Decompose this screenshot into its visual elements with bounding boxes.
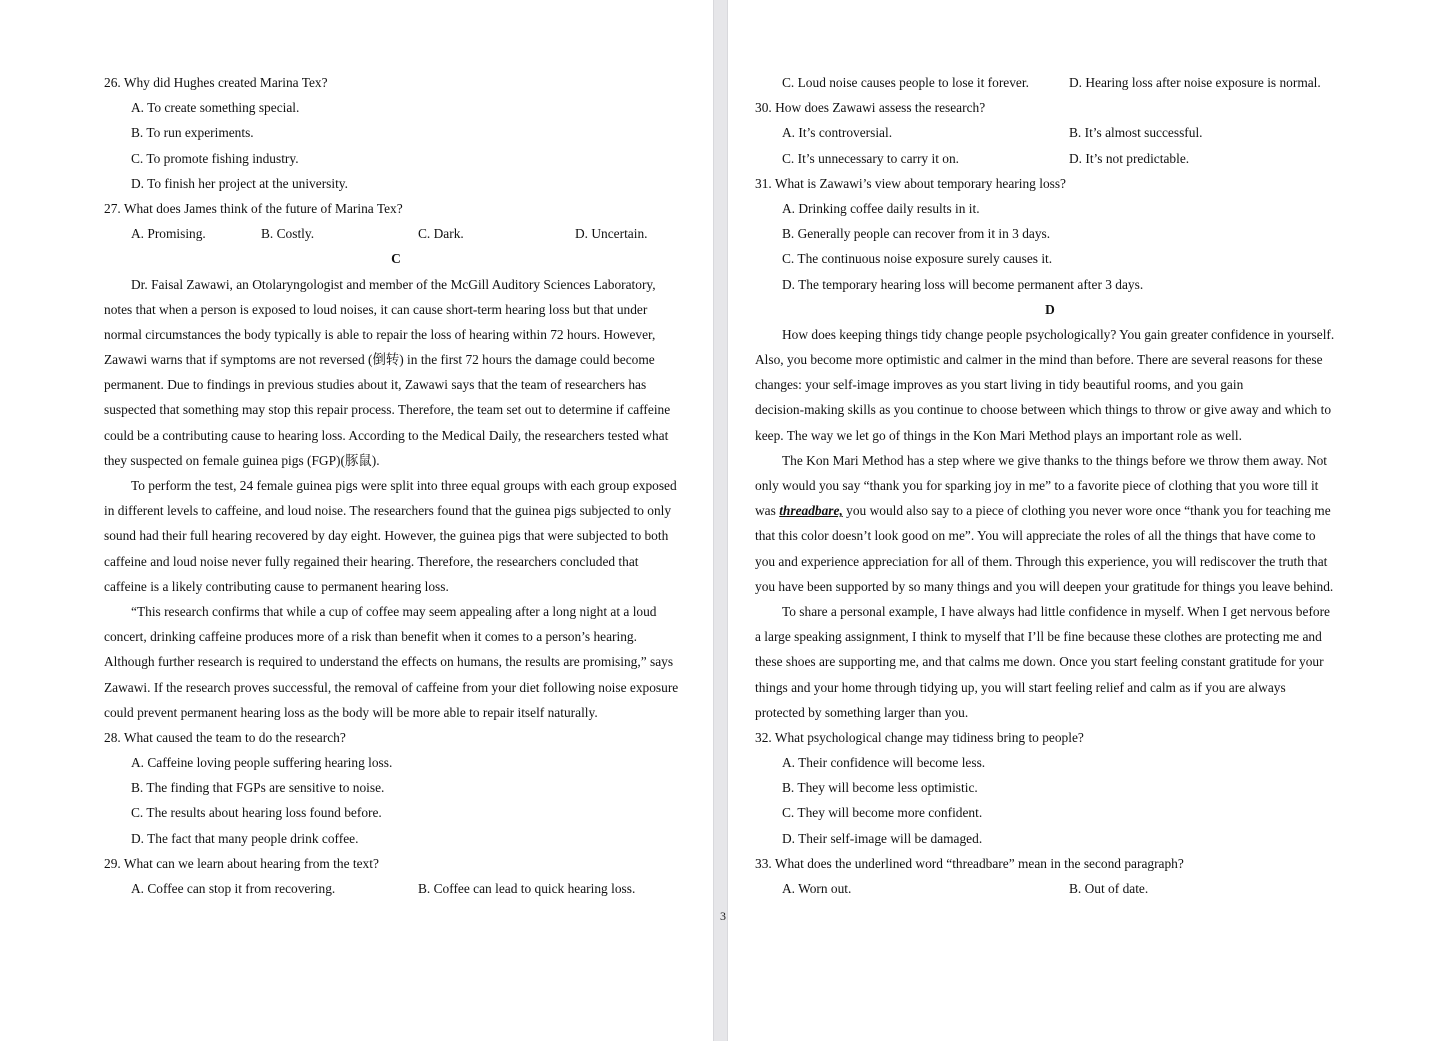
passage-d-line: Also, you become more optimistic and calmer in the mind than before. There are several reasons for these bbox=[755, 352, 1323, 368]
passage-c-line: normal circumstances the body typically is able to repair the loss of hearing within 72 hours. However, bbox=[104, 326, 656, 342]
passage-c-line: concert, drinking caffeine produces more of a risk than benefit when it comes to a person’s hearing. bbox=[104, 629, 637, 645]
option-26-b: B. To run experiments. bbox=[131, 125, 254, 141]
passage-d-line: changes: your self-image improves as you start living in tidy beautiful rooms, and you gain bbox=[755, 377, 1244, 393]
option-33-a: A. Worn out. bbox=[782, 881, 852, 896]
passage-d-line: only would you say “thank you for sparking joy in me” to a favorite piece of clothing that you wore till it bbox=[755, 478, 1319, 493]
option-30-a: A. It’s controversial. bbox=[782, 125, 893, 141]
option-31-d: D. The temporary hearing loss will become permanent after 3 days. bbox=[782, 276, 1144, 292]
passage-c-line: could prevent permanent hearing loss as the body will be more able to repair itself naturally. bbox=[104, 704, 598, 720]
passage-c-line: Dr. Faisal Zawawi, an Otolaryngologist and member of the McGill Auditory Sciences Laboratory, bbox=[131, 276, 656, 292]
section-heading-c: C bbox=[391, 251, 401, 267]
passage-d-line: The Kon Mari Method has a step where we give thanks to the things before we throw them away. Not bbox=[782, 452, 1328, 468]
left-page bbox=[104, 70, 688, 901]
question-28: 28. What caused the team to do the research? bbox=[104, 729, 346, 745]
option-30-b: B. It’s almost successful. bbox=[1069, 125, 1203, 141]
passage-c-line: permanent. Due to findings in previous studies about it, Zawawi says that the team of researchers has bbox=[104, 377, 647, 393]
option-27-b: B. Costly. bbox=[261, 226, 315, 242]
options-30-ab bbox=[755, 120, 1345, 145]
option-32-a: A. Their confidence will become less. bbox=[782, 755, 986, 771]
passage-c-line: notes that when a person is exposed to loud noises, it can cause short-term hearing loss but that under bbox=[104, 301, 648, 317]
passage-d-line: To share a personal example, I have always had little confidence in myself. When I get nervous before bbox=[782, 603, 1330, 619]
passage-d-line bbox=[755, 498, 1345, 523]
option-30-d: D. It’s not predictable. bbox=[1069, 150, 1190, 166]
option-28-d: D. The fact that many people drink coffee. bbox=[131, 830, 359, 846]
passage-d-line: you have been supported by so many things and you will deepen your gratitude for things you leave behind. bbox=[755, 578, 1334, 594]
option-31-b: B. Generally people can recover from it in 3 days. bbox=[782, 226, 1051, 242]
question-32: 32. What psychological change may tidiness bring to people? bbox=[755, 729, 1084, 745]
question-27: 27. What does James think of the future of Marina Tex? bbox=[104, 200, 403, 216]
option-33-b: B. Out of date. bbox=[1069, 881, 1149, 896]
option-32-b: B. They will become less optimistic. bbox=[782, 780, 978, 796]
option-32-d: D. Their self-image will be damaged. bbox=[782, 830, 983, 846]
option-28-c: C. The results about hearing loss found before. bbox=[131, 805, 382, 821]
options-27 bbox=[104, 221, 688, 246]
option-28-b: B. The finding that FGPs are sensitive to noise. bbox=[131, 780, 385, 796]
passage-c-line: in different levels to caffeine, and loud noise. The researchers found that the guinea pigs subjected to only bbox=[104, 503, 672, 519]
page-number: 3 bbox=[720, 909, 726, 923]
passage-d-line: How does keeping things tidy change people psychologically? You gain greater confidence in yourself. bbox=[782, 326, 1335, 342]
question-29: 29. What can we learn about hearing from the text? bbox=[104, 855, 379, 871]
option-27-d: D. Uncertain. bbox=[575, 226, 648, 242]
passage-c-line: they suspected on female guinea pigs (FGP)(豚鼠). bbox=[104, 452, 380, 468]
passage-c-line: Zawawi. If the research proves successful, the removal of caffeine from your diet following noise exposure bbox=[104, 679, 679, 695]
passage-d-line: a large speaking assignment, I think to myself that I’ll be fine because these clothes are protecting me and bbox=[755, 629, 1322, 645]
option-30-c: C. It’s unnecessary to carry it on. bbox=[782, 150, 960, 166]
passage-d-line: keep. The way we let go of things in the Kon Mari Method plays an important role as well. bbox=[755, 427, 1242, 443]
question-26: 26. Why did Hughes created Marina Tex? bbox=[104, 75, 328, 90]
passage-d-line: that this color doesn’t look good on me”. You will appreciate the roles of all the things that have come to bbox=[755, 528, 1316, 544]
option-28-a: A. Caffeine loving people suffering hearing loss. bbox=[131, 755, 393, 771]
passage-c-line: sound had their full hearing recovered by day eight. However, the guinea pigs that were subjected to both bbox=[104, 528, 669, 544]
passage-d-line: these shoes are supporting me, and that calms me down. Once you start feeling constant gratitude for your bbox=[755, 654, 1324, 670]
right-page bbox=[755, 70, 1345, 901]
option-31-c: C. The continuous noise exposure surely causes it. bbox=[782, 251, 1053, 267]
passage-c-line: “This research confirms that while a cup of coffee may seem appealing after a long night at a loud bbox=[131, 603, 657, 619]
option-31-a: A. Drinking coffee daily results in it. bbox=[782, 200, 980, 216]
passage-c-line: suspected that something may stop this repair process. Therefore, the team set out to determine if caffeine bbox=[104, 402, 671, 418]
options-33-ab bbox=[755, 876, 1345, 901]
passage-c-line: Although further research is required to understand the effects on humans, the results are promising,” says bbox=[104, 654, 674, 670]
option-32-c: C. They will become more confident. bbox=[782, 805, 983, 821]
passage-c-line: Zawawi warns that if symptoms are not reversed (倒转) in the first 72 hours the damage could become bbox=[104, 352, 655, 368]
option-29-d: D. Hearing loss after noise exposure is normal. bbox=[1069, 75, 1321, 90]
option-29-b: B. Coffee can lead to quick hearing loss. bbox=[418, 881, 636, 896]
underlined-word-threadbare: threadbare, bbox=[779, 503, 843, 519]
passage-c-line: caffeine is a likely contributing cause to permanent hearing loss. bbox=[104, 578, 449, 594]
passage-d-line: things and your home through tidying up, you will start feeling relief and calm as if you are always bbox=[755, 679, 1286, 695]
section-heading-d: D bbox=[1045, 301, 1055, 317]
option-27-a: A. Promising. bbox=[131, 226, 206, 242]
passage-c-line: could be a contributing cause to hearing loss. According to the Medical Daily, the researchers tested what bbox=[104, 427, 669, 443]
options-30-cd bbox=[755, 146, 1345, 171]
question-33: 33. What does the underlined word “threadbare” mean in the second paragraph? bbox=[755, 855, 1184, 871]
passage-d-line: protected by something larger than you. bbox=[755, 704, 969, 720]
question-30: 30. How does Zawawi assess the research? bbox=[755, 100, 986, 116]
page-gutter bbox=[713, 0, 728, 1041]
passage-c-line: To perform the test, 24 female guinea pigs were split into three equal groups with each group exposed bbox=[131, 478, 677, 493]
option-29-a: A. Coffee can stop it from recovering. bbox=[131, 881, 336, 896]
option-27-c: C. Dark. bbox=[418, 226, 464, 242]
question-31: 31. What is Zawawi’s view about temporary hearing loss? bbox=[755, 175, 1067, 191]
option-26-c: C. To promote fishing industry. bbox=[131, 150, 299, 166]
options-29-cd bbox=[755, 70, 1345, 95]
passage-d-text: was bbox=[755, 503, 780, 519]
options-29-ab bbox=[104, 876, 688, 901]
passage-c-line: caffeine and loud noise never fully regained their hearing. Therefore, the researchers concluded that bbox=[104, 553, 639, 569]
passage-d-text: you would also say to a piece of clothing you never wore once “thank you for teaching me bbox=[842, 503, 1331, 519]
option-29-c: C. Loud noise causes people to lose it forever. bbox=[782, 75, 1029, 90]
passage-d-line: you and experience appreciation for all of them. Through this experience, you will rediscover the truth that bbox=[755, 553, 1328, 569]
passage-d-line: decision-making skills as you continue to choose between which things to throw or give away and which to bbox=[755, 402, 1332, 418]
option-26-a: A. To create something special. bbox=[131, 100, 300, 116]
option-26-d: D. To finish her project at the university. bbox=[131, 175, 348, 191]
